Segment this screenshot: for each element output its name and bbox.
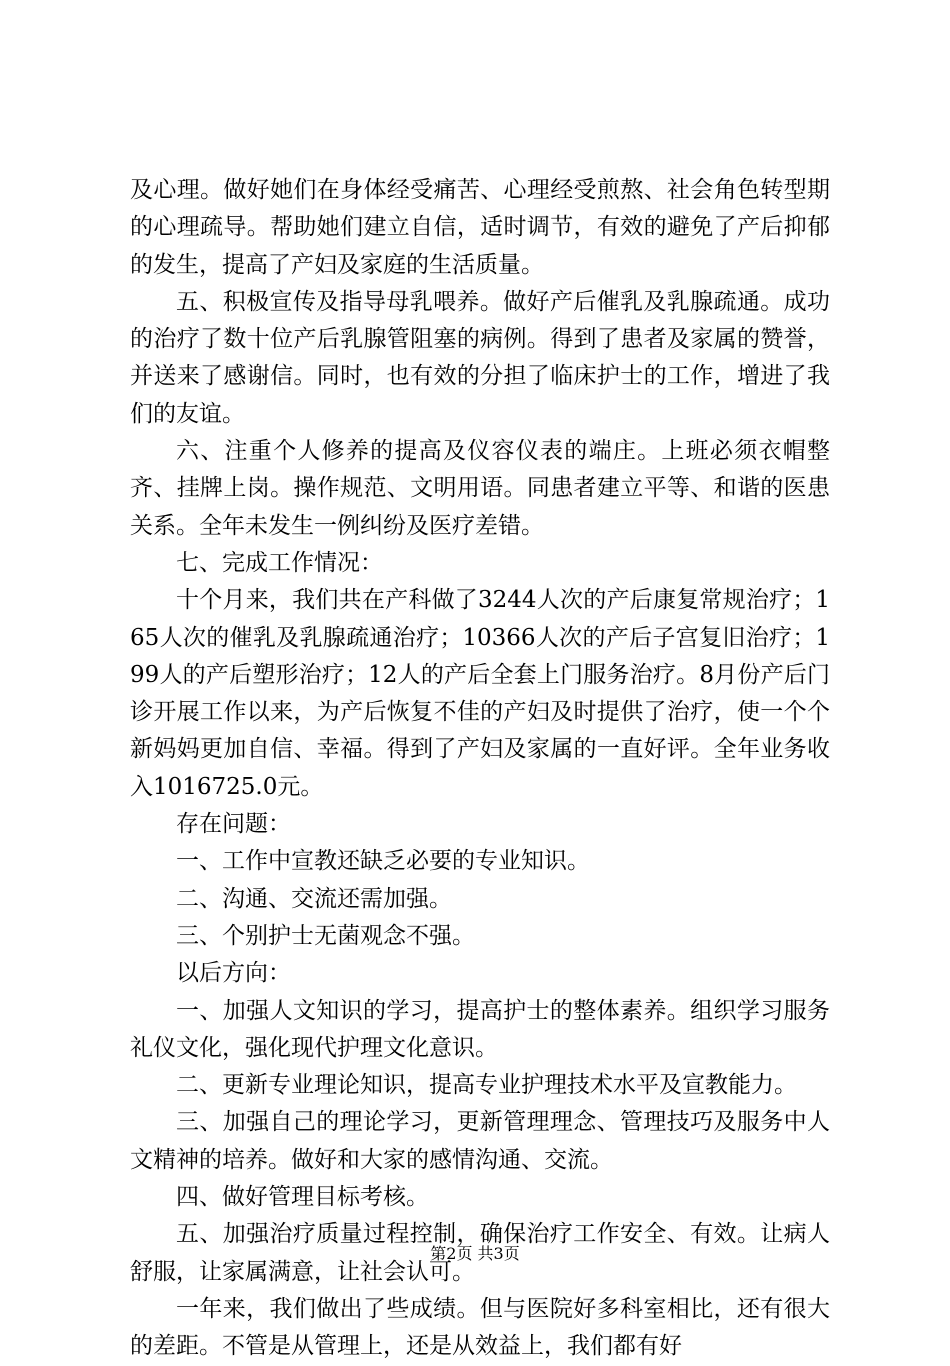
page-footer bbox=[0, 1244, 950, 1264]
paragraph-11: 一、加强人文知识的学习，提高护士的整体素养。组织学习服务礼仪文化，强化现代护理文化意识。 bbox=[130, 997, 830, 1061]
paragraph-14: 四、做好管理目标考核。 bbox=[176, 1184, 429, 1211]
paragraph-4: 七、完成工作情况： bbox=[176, 549, 383, 576]
paragraph-6: 存在问题： bbox=[176, 811, 291, 838]
paragraph-7: 一、工作中宣教还缺乏必要的专业知识。 bbox=[176, 848, 590, 875]
paragraph-15: 五、加强治疗质量过程控制，确保治疗工作安全、有效。让病人舒服，让家属满意，让社会认可。 bbox=[130, 1221, 830, 1285]
paragraph-1: 及心理。做好她们在身体经受痛苦、心理经受煎熬、社会角色转型期的心理疏导。帮助她们建立自信，适时调节，有效的避免了产后抑郁的发生，提高了产妇及家庭的生活质量。 bbox=[130, 177, 830, 278]
paragraph-13: 三、加强自己的理论学习，更新管理理念、管理技巧及服务中人文精神的培养。做好和大家的感情沟通、交流。 bbox=[130, 1109, 830, 1173]
document-body bbox=[130, 172, 830, 1366]
paragraph-5: 十个月来，我们共在产科做了3244人次的产后康复常规治疗；165人次的催乳及乳腺疏通治疗；10366人次的产后子宫复旧治疗；199人的产后塑形治疗；12人的产后全套上门服务治疗。8月份产后门诊开展工作以来，为产后恢复不佳的产妇及时提供了治疗，使一个个新妈妈更加自信、幸福。得到了产妇及家属的一直好评。全年业务收入1016725.0元。 bbox=[130, 587, 830, 800]
paragraph-12: 二、更新专业理论知识，提高专业护理技术水平及宣教能力。 bbox=[176, 1072, 797, 1099]
paragraph-10: 以后方向： bbox=[176, 960, 291, 987]
paragraph-8: 二、沟通、交流还需加强。 bbox=[176, 885, 452, 912]
paragraph-2: 五、积极宣传及指导母乳喂养。做好产后催乳及乳腺疏通。成功的治疗了数十位产后乳腺管阻塞的病例。得到了患者及家属的赞誉，并送来了感谢信。同时，也有效的分担了临床护士的工作，增进了我们的友谊。 bbox=[130, 288, 830, 427]
paragraph-3: 六、注重个人修养的提高及仪容仪表的端庄。上班必须衣帽整齐、挂牌上岗。操作规范、文明用语。同患者建立平等、和谐的医患关系。全年未发生一例纠纷及医疗差错。 bbox=[130, 438, 830, 539]
page-number-label: 第2页 共3页 bbox=[430, 1244, 520, 1263]
paragraph-16: 一年来，我们做出了些成绩。但与医院好多科室相比，还有很大的差距。不管是从管理上，还是从效益上，我们都有好 bbox=[130, 1295, 830, 1360]
paragraph-9: 三、个别护士无菌观念不强。 bbox=[176, 922, 475, 949]
